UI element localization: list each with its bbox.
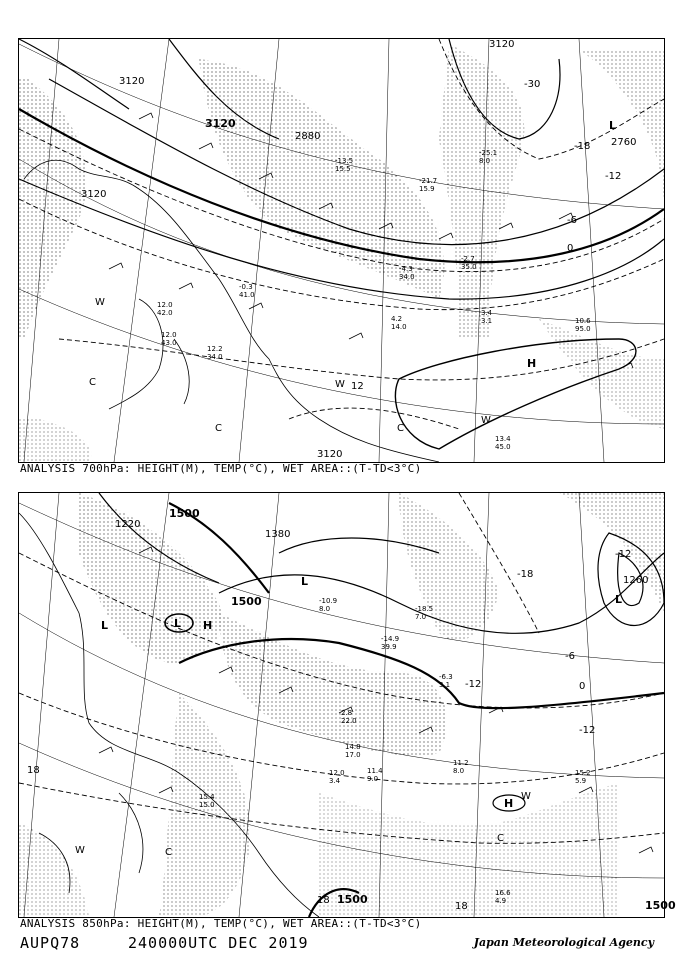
cold-marker: C xyxy=(89,377,96,388)
station-plot xyxy=(319,597,337,613)
svg-text:5.9: 5.9 xyxy=(575,777,587,785)
temp-label: 0 xyxy=(579,681,586,692)
svg-text:3.1: 3.1 xyxy=(481,317,493,325)
warm-marker: W xyxy=(521,791,531,802)
warm-marker: W xyxy=(481,415,491,426)
station-plot xyxy=(367,767,383,783)
temp-label: 18 xyxy=(27,765,40,776)
station-plot xyxy=(335,157,353,173)
svg-text:-4.3: -4.3 xyxy=(399,265,413,273)
svg-text:15.4: 15.4 xyxy=(199,793,215,801)
svg-text:-13.5: -13.5 xyxy=(335,157,354,165)
cold-marker: C xyxy=(497,833,504,844)
map-panel-700hpa xyxy=(18,38,665,463)
svg-text:4.2: 4.2 xyxy=(391,315,403,323)
svg-text:15.2: 15.2 xyxy=(575,769,591,777)
svg-text:17.0: 17.0 xyxy=(345,751,361,759)
svg-text:14.8: 14.8 xyxy=(345,743,361,751)
station-plot xyxy=(207,345,223,361)
svg-text:15.9: 15.9 xyxy=(419,185,435,193)
svg-text:43.0: 43.0 xyxy=(161,339,177,347)
svg-text:-0.3: -0.3 xyxy=(239,283,253,291)
height-label: 1500 xyxy=(645,899,676,912)
agency-name: Japan Meteorological Agency xyxy=(473,936,654,949)
svg-text:3.4: 3.4 xyxy=(481,309,493,317)
height-label: 2880 xyxy=(295,131,321,142)
temp-label: 18 xyxy=(317,895,330,906)
svg-text:45.0: 45.0 xyxy=(495,443,511,451)
height-label: 1260 xyxy=(623,575,649,586)
svg-text:35.0: 35.0 xyxy=(461,263,477,271)
station-plot xyxy=(345,743,361,759)
map-panel-850hpa xyxy=(18,492,676,918)
temp-label: 0 xyxy=(567,243,574,254)
height-label: 1500 xyxy=(169,507,200,520)
svg-text:3.4: 3.4 xyxy=(329,777,341,785)
height-label: 1380 xyxy=(265,529,291,540)
svg-text:4.9: 4.9 xyxy=(495,897,507,905)
svg-text:-21.7: -21.7 xyxy=(419,177,438,185)
svg-text:9.0: 9.0 xyxy=(367,775,379,783)
temp-label: -12 xyxy=(615,549,632,560)
low-pressure-marker: L xyxy=(301,575,309,588)
svg-text:15.5: 15.5 xyxy=(335,165,351,173)
svg-text:14.0: 14.0 xyxy=(391,323,407,331)
temp-label: -12 xyxy=(605,171,622,182)
cold-marker: C xyxy=(215,423,222,434)
svg-text:15.0: 15.0 xyxy=(199,801,215,809)
map-850hpa xyxy=(19,493,676,917)
panel-caption-700hpa: ANALYSIS 700hPa: HEIGHT(M), TEMP(°C), WET AREA::(T-TD<3°C) xyxy=(20,462,422,475)
station-plot xyxy=(575,769,591,785)
station-plot xyxy=(439,673,453,689)
warm-marker: W xyxy=(95,297,105,308)
svg-text:34.0: 34.0 xyxy=(399,273,415,281)
low-pressure-marker: L xyxy=(615,593,623,606)
svg-text:12.0: 12.0 xyxy=(157,301,173,309)
station-plot xyxy=(161,331,177,347)
svg-text:10.6: 10.6 xyxy=(575,317,591,325)
svg-text:7.0: 7.0 xyxy=(415,613,427,621)
svg-text:3.1: 3.1 xyxy=(439,681,451,689)
station-plot xyxy=(481,309,493,325)
station-plot xyxy=(381,635,399,651)
svg-text:11.4: 11.4 xyxy=(367,767,383,775)
station-plot xyxy=(575,317,591,333)
temp-label: 18 xyxy=(455,901,468,912)
temp-label: -6 xyxy=(567,215,577,226)
station-plot xyxy=(199,793,215,809)
svg-text:-18.5: -18.5 xyxy=(415,605,434,613)
svg-text:8.0: 8.0 xyxy=(319,605,331,613)
svg-text:12.2: 12.2 xyxy=(207,345,223,353)
svg-text:16.6: 16.6 xyxy=(495,889,511,897)
warm-marker: W xyxy=(75,845,85,856)
map-700hpa xyxy=(19,39,664,462)
cold-marker: C xyxy=(397,423,404,434)
low-pressure-marker: L xyxy=(174,617,182,630)
temp-label: -12 xyxy=(579,725,596,736)
svg-text:22.0: 22.0 xyxy=(341,717,357,725)
temp-label: -18 xyxy=(574,141,591,152)
svg-text:12.0: 12.0 xyxy=(329,769,345,777)
low-pressure-marker: L xyxy=(101,619,109,632)
height-label: 3120 xyxy=(205,117,236,130)
height-label: 3120 xyxy=(119,76,145,87)
height-label: 1500 xyxy=(337,893,368,906)
wet-area-stipple xyxy=(19,493,664,917)
svg-text:8.0: 8.0 xyxy=(453,767,465,775)
station-plot xyxy=(461,255,477,271)
height-label: 3120 xyxy=(81,189,107,200)
svg-text:-25.1: -25.1 xyxy=(479,149,498,157)
temp-label: 12 xyxy=(351,381,364,392)
temp-label: -12 xyxy=(465,679,482,690)
high-pressure-marker: H xyxy=(527,357,537,370)
svg-text:-14.9: -14.9 xyxy=(381,635,400,643)
height-label: 3120 xyxy=(317,449,343,460)
station-plot xyxy=(391,315,407,331)
valid-time: 240000UTC DEC 2019 xyxy=(128,934,309,952)
high-pressure-marker: H xyxy=(203,619,213,632)
svg-text:-6.3: -6.3 xyxy=(439,673,453,681)
svg-text:95.0: 95.0 xyxy=(575,325,591,333)
low-pressure-marker: L xyxy=(609,119,617,132)
temp-label: -6 xyxy=(565,651,575,662)
temp-label: -18 xyxy=(517,569,534,580)
svg-text:-10.9: -10.9 xyxy=(319,597,338,605)
height-label: 1220 xyxy=(115,519,141,530)
height-label: 2760 xyxy=(611,137,637,148)
station-plot xyxy=(453,759,469,775)
station-plot xyxy=(239,283,255,299)
station-plot xyxy=(399,265,415,281)
svg-text:-2.7: -2.7 xyxy=(461,255,475,263)
station-plot xyxy=(329,769,345,785)
height-label: 1500 xyxy=(231,595,262,608)
panel-caption-850hpa: ANALYSIS 850hPa: HEIGHT(M), TEMP(°C), WET AREA::(T-TD<3°C) xyxy=(20,917,422,930)
svg-text:11.2: 11.2 xyxy=(453,759,469,767)
station-plot xyxy=(419,177,437,193)
station-plot xyxy=(495,435,511,451)
svg-text:39.9: 39.9 xyxy=(381,643,397,651)
high-pressure-marker: H xyxy=(504,797,514,810)
svg-text:8.0: 8.0 xyxy=(479,157,491,165)
svg-text:13.4: 13.4 xyxy=(495,435,511,443)
svg-text:42.0: 42.0 xyxy=(157,309,173,317)
svg-text:34.0: 34.0 xyxy=(207,353,223,361)
svg-text:12.0: 12.0 xyxy=(161,331,177,339)
svg-text:2.8: 2.8 xyxy=(341,709,353,717)
temp-label: -30 xyxy=(524,79,541,90)
warm-marker: W xyxy=(335,379,345,390)
height-label: 3120 xyxy=(489,39,515,50)
station-plot xyxy=(157,301,173,317)
cold-marker: C xyxy=(165,847,172,858)
svg-text:41.0: 41.0 xyxy=(239,291,255,299)
chart-code: AUPQ78 xyxy=(20,934,81,952)
